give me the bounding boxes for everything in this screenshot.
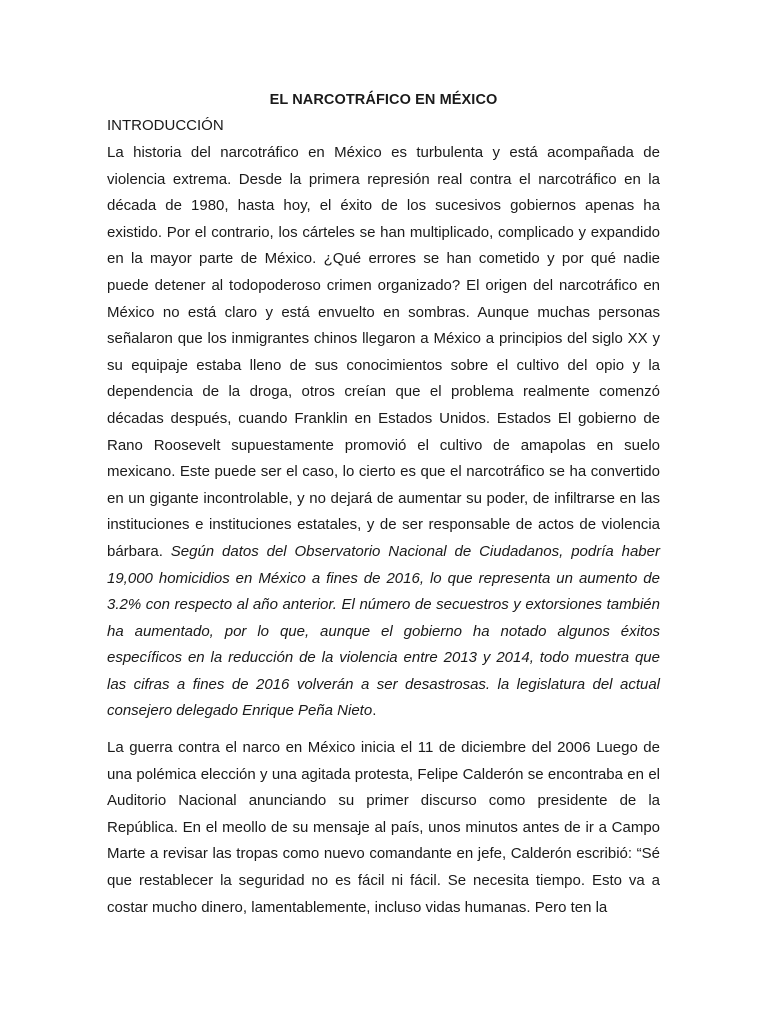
paragraph-1-italic-text: Según datos del Observatorio Nacional de Ciudadanos, podría haber 19,000 homicidios en México a fines de 2016, lo que representa un aumento de 3.2% con respecto al año anterior. El número de secuestros y extorsiones también ha aumentado, por lo que, aunque el gobierno ha notado algunos éxitos específicos en la reducción de la violencia entre 2013 y 2014, todo muestra que las cifras a fines de 2016 volverán a ser desastrosas. la legislatura del actual consejero delegado Enrique Peña Nieto <box>107 542 660 720</box>
document-title: EL NARCOTRÁFICO EN MÉXICO <box>269 92 498 108</box>
paragraph-1-end: . <box>372 702 377 720</box>
paragraph-1-text: La historia del narcotráfico en México es turbulenta y está acompañada de violencia extrema. Desde la primera represión real contra el narcotráfico en la década de 1980, hasta hoy, el éxito de los sucesivos gobiernos apenas ha existido. Por el contrario, los cárteles se han multiplicado, complicado y expandido en la mayor parte de México. ¿Qué errores se han cometido y por qué nadie puede detener al todopoderoso crimen organizado? El origen del narcotráfico en México no está claro y está envuelto en sombras. Aunque muchas personas señalaron que los inmigrantes chinos llegaron a México a principios del siglo XX y su equipaje estaba lleno de sus conocimientos sobre el cultivo del opio y la dependencia de la droga, otros creían que el problema realmente comenzó décadas después, cuando Franklin en Estados Unidos. Estados El gobierno de Rano Roosevelt supuestamente promovió el cultivo de amapolas en suelo mexicano. Este puede ser el caso, lo cierto es que el narcotráfico se ha convertido en un gigante incontrolable, y no dejará de aumentar su poder, de infiltrarse en las instituciones e instituciones estatales, y de ser responsable de actos de violencia bárbara. <box>107 144 660 560</box>
section-heading-introduccion: INTRODUCCIÓN <box>107 117 224 134</box>
paragraph-2: La guerra contra el narco en México inicia el 11 de diciembre del 2006 Luego de una polémica elección y una agitada protesta, Felipe Calderón se encontraba en el Auditorio Nacional anunciando su primer discurso como presidente de la República. En el meollo de su mensaje al país, unos minutos antes de ir a Campo Marte a revisar las tropas como nuevo comandante en jefe, Calderón escribió: “Sé que restablecer la seguridad no es fácil ni fácil. Se necesita tiempo. Esto va a costar mucho dinero, lamentablemente, incluso vidas humanas. Pero ten la <box>107 739 660 916</box>
paragraph-1 <box>107 140 660 725</box>
document-body <box>107 90 660 921</box>
